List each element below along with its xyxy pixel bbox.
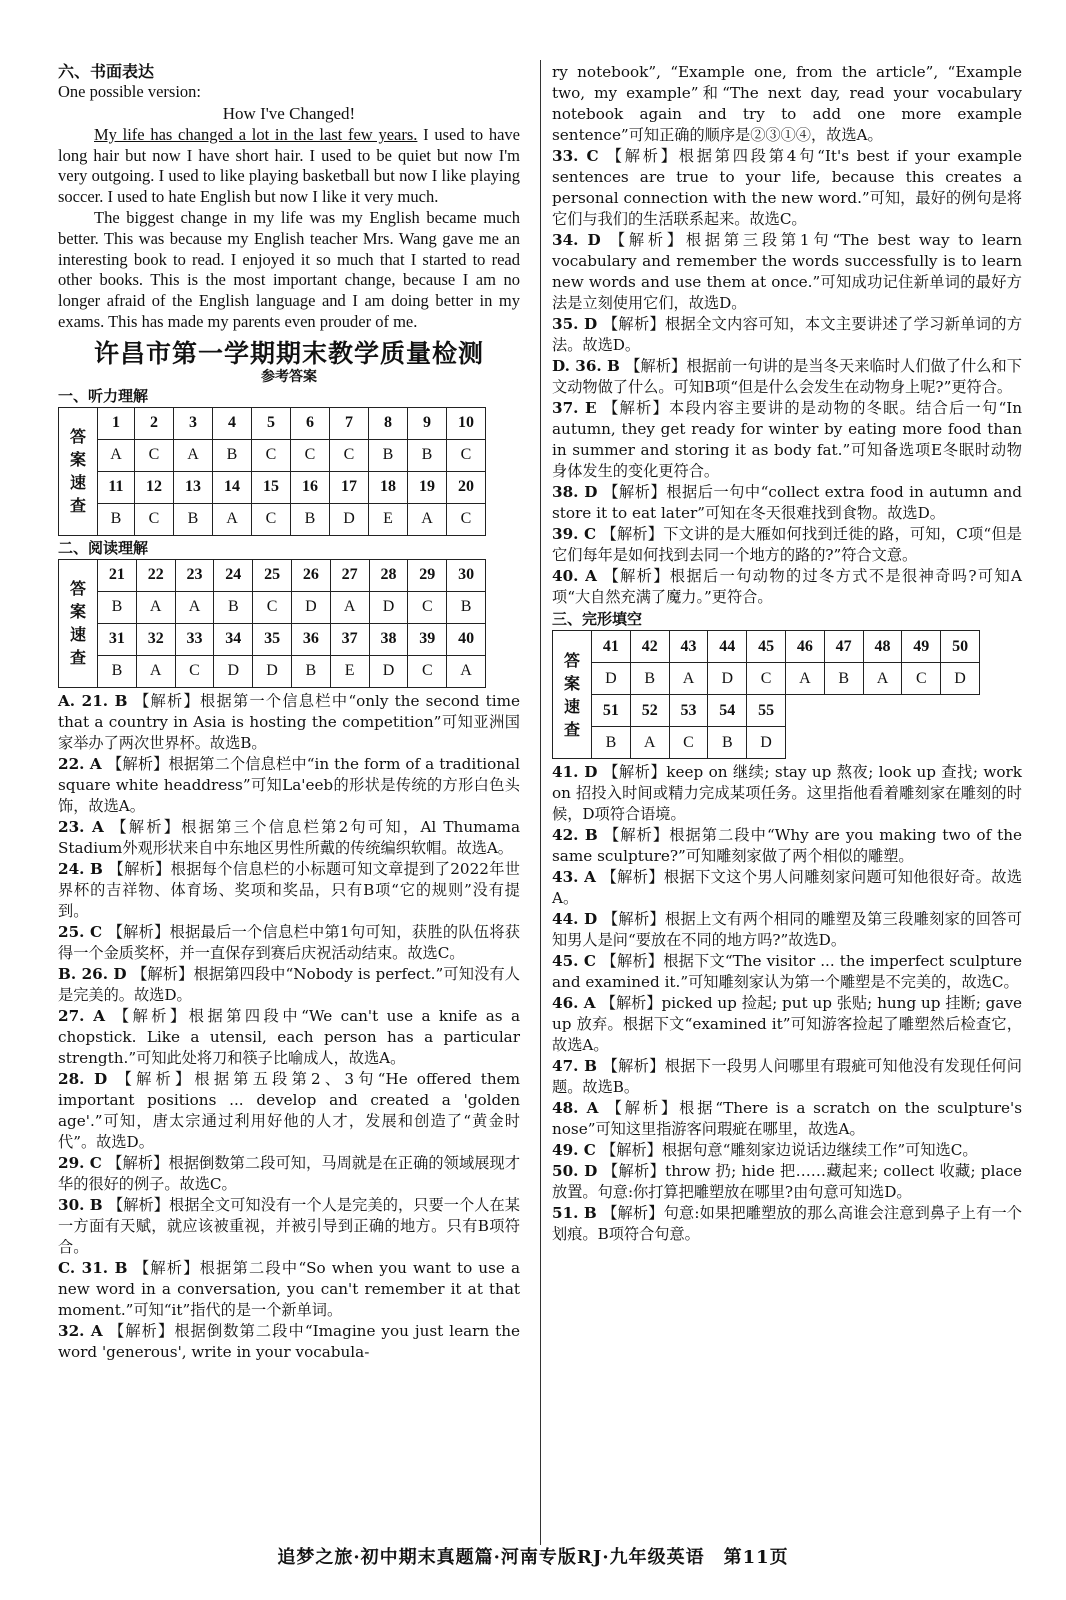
- answer-explanation: 【解析】根据上文有两个相同的雕塑及第三段雕刻家的回答可知男人是问“要放在不同的地方吗?”故选D。: [552, 910, 1023, 949]
- reading-ans-cell: D: [253, 655, 292, 687]
- cloze-ans-cell: B: [630, 663, 669, 695]
- answer-explanation: 【解析】根据“There is a scratch on the sculpture's nose”可知这里指游客问瑕疵在哪里，故选A。: [552, 1099, 1023, 1138]
- listening-num-cell: 5: [251, 407, 290, 439]
- answer-number: 41. D: [552, 763, 604, 781]
- reading-num-cell: 35: [253, 623, 292, 655]
- left-explanation-item: [58, 1069, 520, 1153]
- answer-number: 22. A: [58, 754, 108, 773]
- reading-row-nums2: [59, 623, 486, 655]
- listening-ans-cell: A: [212, 503, 251, 535]
- reading-num-cell: 36: [291, 623, 330, 655]
- listening-num-cell: 2: [134, 407, 173, 439]
- left-explanation-item: [58, 1195, 520, 1258]
- listening-ans-cell: C: [251, 439, 290, 471]
- answer-explanation: 【解析】根据下文这个男人问雕刻家问题可知他很好奇。故选A。: [552, 868, 1022, 907]
- reading-num-cell: 25: [253, 559, 292, 591]
- right-explanation-item: [552, 524, 1022, 566]
- answer-explanation: ry notebook”, “Example one, from the article”, “Example two, my example”和“The next day, read your vocabulary notebook again and try to add one more example sentence”可知正确的顺序是②③①④，故选A。: [552, 63, 1022, 144]
- cloze-num-cell: 41: [592, 631, 631, 663]
- listening-ans-cell: E: [368, 503, 407, 535]
- answer-explanation: 【解析】根据全文内容可知，本文主要讲述了学习新单词的方法。故选D。: [552, 315, 1023, 354]
- answer-explanation: 【解析】根据下一段男人问哪里有瑕疵可知他没有发现任何问题。故选B。: [552, 1057, 1022, 1096]
- listening-ans-cell: A: [98, 439, 135, 471]
- reading-row-nums1: [59, 559, 486, 591]
- exam-title: 许昌市第一学期期末教学质量检测: [93, 338, 484, 368]
- cloze-explanation-item: [552, 993, 1022, 1056]
- reading-ans-cell: E: [330, 655, 369, 687]
- answer-explanation: 【解析】根据第三段第1句“The best way to learn vocabulary and remember the words successfully is to learn new words and use them at once.”可知成功记住新单词的最好方法是立刻使用它们，故选D。: [552, 231, 1022, 312]
- left-explanation-item: [58, 964, 520, 1006]
- left-explanation-item: [58, 691, 520, 754]
- listening-num-cell: 9: [407, 407, 446, 439]
- cloze-ans-cell: [785, 727, 824, 759]
- cloze-explanation-item: [552, 1203, 1022, 1245]
- cloze-ans-cell: A: [863, 663, 902, 695]
- left-explanation-item: [58, 1153, 520, 1195]
- reading-ans-cell: C: [408, 655, 447, 687]
- cloze-num-cell: [824, 695, 863, 727]
- essay-title: How I've Changed!: [222, 103, 356, 123]
- cloze-ans-cell: [863, 727, 902, 759]
- reading-num-cell: 38: [369, 623, 408, 655]
- answer-number: 27. A: [58, 1006, 114, 1025]
- listening-num-cell: 16: [290, 471, 329, 503]
- reading-ans-cell: C: [253, 591, 292, 623]
- answer-explanation: 【解析】根据后一句中“collect extra food in autumn and store it to eat later”可知在冬天很难找到食物。故选D。: [552, 483, 1022, 522]
- reading-num-cell: 34: [214, 623, 253, 655]
- cloze-num-cell: 43: [669, 631, 708, 663]
- answer-number: 37. E: [552, 399, 604, 417]
- answer-explanation: 【解析】根据第二段中“Why are you making two of the same sculpture?”可知雕刻家做了两个相似的雕塑。: [552, 826, 1022, 865]
- answer-number: B. 26. D: [58, 964, 133, 983]
- reading-ans-cell: A: [136, 591, 175, 623]
- answer-explanation: 【解析】根据第五段第2、3句“He offered them important positions ... develop and created a 'golden age'.”可知，唐太宗通过利用好他的人才，发展和创造了“黄金时代”。故选D。: [58, 1069, 520, 1151]
- essay-paragraph-2: The biggest change in my life was my English became much better. This was because my English teacher Mrs. Wang gave me an interesting book to read. I enjoyed it so much that I started to read other books. This is the most important change, because I am no longer afraid of the English language and I am doing better in my exams. This has made my parents even prouder of me.: [58, 207, 520, 331]
- answer-explanation: 【解析】根据第二段中“So when you want to use a new word in a conversation, you can't remember it at that moment.”可知“it”指代的是一个新单词。: [58, 1258, 520, 1319]
- listening-ans-cell: B: [98, 503, 135, 535]
- answer-explanation: 【解析】根据下文“The visitor ... the imperfect sculpture and examined it.”可知雕刻家认为第一个雕塑是不完美的，故选C。: [552, 952, 1022, 991]
- reading-ans-cell: D: [369, 591, 408, 623]
- listening-num-cell: 17: [329, 471, 368, 503]
- listening-num-cell: 14: [212, 471, 251, 503]
- listening-row-ans1: [59, 439, 486, 471]
- listening-side-label: 答 案 速 查: [59, 407, 98, 535]
- listening-row-nums2: [59, 471, 486, 503]
- reading-ans-cell: D: [369, 655, 408, 687]
- reading-num-cell: 30: [447, 559, 486, 591]
- cloze-num-cell: 46: [785, 631, 824, 663]
- listening-num-cell: 3: [173, 407, 212, 439]
- cloze-ans-cell: C: [747, 663, 786, 695]
- answer-number: 49. C: [552, 1141, 602, 1159]
- listening-ans-cell: C: [446, 439, 485, 471]
- left-explanation-item: [58, 1258, 520, 1321]
- listening-ans-cell: C: [134, 503, 173, 535]
- cloze-ans-cell: [902, 727, 941, 759]
- answer-explanation: 【解析】根据每个信息栏的小标题可知文章提到了2022年世界杯的吉祥物、体育场、奖项和奖品，只有B项“它的规则”没有提到。: [58, 859, 520, 920]
- cloze-ans-cell: D: [941, 663, 980, 695]
- cloze-row-nums2: [553, 695, 980, 727]
- listening-answer-table: [58, 407, 486, 536]
- answer-explanation: 【解析】根据最后一个信息栏中第1句可知，获胜的队伍将获得一个金质奖杯，并一直保存到赛后庆祝活动结束。故选C。: [58, 922, 520, 962]
- cloze-ans-cell: B: [592, 727, 631, 759]
- cloze-row-nums1: [553, 631, 980, 663]
- right-explanation-item: [552, 482, 1022, 524]
- cloze-num-cell: 51: [592, 695, 631, 727]
- version-label: One possible version:: [58, 82, 201, 101]
- answer-number: D. 36. B: [552, 357, 626, 375]
- cloze-explanation-item: [552, 867, 1022, 909]
- listening-num-cell: 1: [98, 407, 135, 439]
- reading-row-ans1: [59, 591, 486, 623]
- answer-number: 25. C: [58, 922, 108, 941]
- answer-explanation: 【解析】根据第二个信息栏中“in the form of a traditional square white headdress”可知La'eeb的形状是传统的方形白色头饰，故选A。: [58, 754, 520, 815]
- listening-num-cell: 7: [329, 407, 368, 439]
- essay-paragraph-1-rest: I used to have long hair but now I have short hair. I used to be quiet but now I'm very outgoing. I used to like playing basketball but now I like playing soccer. I used to hate English but now I like it very much.: [58, 124, 520, 207]
- reading-row-ans2: [59, 655, 486, 687]
- answer-explanation: 【解析】根据第四段中“Nobody is perfect.”可知没有人是完美的。故选D。: [58, 964, 520, 1004]
- cloze-ans-cell: A: [669, 663, 708, 695]
- listening-ans-cell: C: [329, 439, 368, 471]
- answer-explanation: 【解析】根据倒数第二段可知，马周就是在正确的领域展现才华的很好的例子。故选C。: [58, 1153, 520, 1193]
- listening-ans-cell: B: [407, 439, 446, 471]
- listening-ans-cell: C: [290, 439, 329, 471]
- cloze-num-cell: [863, 695, 902, 727]
- answer-explanation: 【解析】keep on 继续; stay up 熬夜; look up 查找; work on 招投入时间或精力完成某项任务。这里指他看着雕刻家在雕刻的时候，D项符合语境。: [552, 763, 1022, 823]
- listening-ans-cell: A: [407, 503, 446, 535]
- cloze-ans-cell: D: [747, 727, 786, 759]
- listening-num-cell: 6: [290, 407, 329, 439]
- reading-ans-cell: D: [214, 655, 253, 687]
- left-explanation-item: [58, 859, 520, 922]
- answer-number: 47. B: [552, 1057, 603, 1075]
- cloze-explanation-item: [552, 951, 1022, 993]
- listening-num-cell: 8: [368, 407, 407, 439]
- answer-number: 35. D: [552, 315, 603, 333]
- answer-explanation: 【解析】picked up 捡起; put up 张贴; hung up 挂断; gave up 放弃。根据下文“examined it”可知游客捡起了雕塑然后检查它，故选A。: [552, 994, 1023, 1054]
- reading-num-cell: 37: [330, 623, 369, 655]
- answer-number: 50. D: [552, 1162, 603, 1180]
- reading-num-cell: 22: [136, 559, 175, 591]
- right-explanation-item: [552, 398, 1022, 482]
- listening-num-cell: 4: [212, 407, 251, 439]
- reading-ans-cell: A: [175, 591, 214, 623]
- cloze-section-heading: 三、完形填空: [552, 610, 643, 628]
- writing-section-heading: 六、书面表达: [58, 62, 155, 81]
- listening-section-heading: 一、听力理解: [58, 386, 149, 405]
- reading-ans-cell: C: [408, 591, 447, 623]
- reading-num-cell: 33: [175, 623, 214, 655]
- reading-ans-cell: B: [291, 655, 330, 687]
- answer-explanation: 【解析】根据第四段中“We can't use a knife as a chopstick. Like a utensil, each person has a particular strength.”可知此处将刀和筷子比喻成人，故选A。: [58, 1006, 520, 1067]
- answer-explanation: 【解析】句意:如果把雕塑放的那么高谁会注意到鼻子上有一个划痕。B项符合句意。: [552, 1204, 1022, 1243]
- right-column: [552, 62, 1022, 1245]
- answer-explanation: 【解析】根据第四段第4句“It's best if your example sentences are true to your life, because this creates a personal connection with the new word.”可知，最好的例句是将它们与我们的生活联系起来。故选C。: [552, 147, 1022, 228]
- cloze-ans-cell: A: [630, 727, 669, 759]
- cloze-ans-cell: A: [785, 663, 824, 695]
- answer-number: C. 31. B: [58, 1258, 134, 1277]
- reading-num-cell: 26: [291, 559, 330, 591]
- cloze-ans-cell: D: [592, 663, 631, 695]
- answer-number: 30. B: [58, 1195, 108, 1214]
- answer-explanation: 【解析】根据全文可知没有一个人是完美的，只要一个人在某一方面有天赋，就应该被重视，并被引导到正确的地方。只有B项符合。: [58, 1195, 520, 1256]
- answer-number: 38. D: [552, 483, 604, 501]
- reading-num-cell: 21: [98, 559, 137, 591]
- listening-num-cell: 13: [173, 471, 212, 503]
- reading-ans-cell: A: [136, 655, 175, 687]
- answer-number: 28. D: [58, 1069, 117, 1088]
- answer-number: 45. C: [552, 952, 602, 970]
- reading-ans-cell: B: [214, 591, 253, 623]
- cloze-num-cell: [902, 695, 941, 727]
- cloze-explanation-item: [552, 1161, 1022, 1203]
- listening-ans-cell: B: [173, 503, 212, 535]
- listening-ans-cell: A: [173, 439, 212, 471]
- cloze-ans-cell: B: [824, 663, 863, 695]
- reading-num-cell: 40: [447, 623, 486, 655]
- cloze-num-cell: 45: [747, 631, 786, 663]
- listening-num-cell: 18: [368, 471, 407, 503]
- left-explanation-item: [58, 817, 520, 859]
- answer-explanation: 【解析】根据后一句动物的过冬方式不是很神奇吗?可知A项“大自然充满了魔力。”更符合。: [552, 567, 1022, 606]
- cloze-num-cell: 48: [863, 631, 902, 663]
- listening-ans-cell: C: [134, 439, 173, 471]
- cloze-answer-table: [552, 630, 980, 759]
- left-explanation-item: [58, 1321, 520, 1363]
- answer-number: 51. B: [552, 1204, 603, 1222]
- cloze-ans-cell: D: [708, 663, 747, 695]
- reading-ans-cell: A: [330, 591, 369, 623]
- right-explanation-item: [552, 62, 1022, 146]
- cloze-ans-cell: C: [902, 663, 941, 695]
- answer-number: 42. B: [552, 826, 605, 844]
- listening-num-cell: 10: [446, 407, 485, 439]
- reading-side-label: 答 案 速 查: [59, 559, 98, 687]
- listening-row-nums1: [59, 407, 486, 439]
- cloze-explanation-item: [552, 762, 1022, 825]
- right-explanation-item: [552, 566, 1022, 608]
- answer-explanation: 【解析】throw 扔; hide 把……藏起来; collect 收藏; place 放置。句意:你打算把雕塑放在哪里?由句意可知选D。: [552, 1162, 1022, 1201]
- left-explanation-item: [58, 754, 520, 817]
- answer-number: 29. C: [58, 1153, 108, 1172]
- exam-subtitle: 参考答案: [261, 368, 317, 385]
- answer-number: 24. B: [58, 859, 109, 878]
- reading-num-cell: 39: [408, 623, 447, 655]
- reading-num-cell: 31: [98, 623, 137, 655]
- essay-paragraph-1: [58, 125, 520, 208]
- reading-ans-cell: B: [98, 591, 137, 623]
- cloze-ans-cell: [941, 727, 980, 759]
- answer-number: A. 21. B: [58, 691, 135, 710]
- cloze-num-cell: 42: [630, 631, 669, 663]
- listening-num-cell: 20: [446, 471, 485, 503]
- reading-ans-cell: A: [447, 655, 486, 687]
- listening-num-cell: 11: [98, 471, 135, 503]
- answer-number: 39. C: [552, 525, 602, 543]
- reading-num-cell: 23: [175, 559, 214, 591]
- left-column: [58, 62, 520, 1363]
- cloze-row-ans2: [553, 727, 980, 759]
- listening-ans-cell: B: [212, 439, 251, 471]
- cloze-num-cell: 47: [824, 631, 863, 663]
- cloze-side-label: 答 案 速 查: [553, 631, 592, 759]
- reading-num-cell: 32: [136, 623, 175, 655]
- cloze-num-cell: 55: [747, 695, 786, 727]
- right-explanation-item: [552, 314, 1022, 356]
- cloze-num-cell: 44: [708, 631, 747, 663]
- reading-num-cell: 27: [330, 559, 369, 591]
- listening-ans-cell: D: [329, 503, 368, 535]
- page-footer: 追梦之旅·初中期末真题篇·河南专版RJ·九年级英语 第11页: [277, 1547, 789, 1568]
- left-explanation-item: [58, 1006, 520, 1069]
- listening-num-cell: 19: [407, 471, 446, 503]
- right-explanation-item: [552, 356, 1022, 398]
- right-explanations-2: [552, 762, 1022, 1245]
- answer-number: 33. C: [552, 147, 607, 165]
- answer-explanation: 【解析】根据第一个信息栏中“only the second time that a country in Asia is hosting the competition”可知亚洲国家举办了两次世界杯。故选B。: [58, 691, 520, 752]
- reading-num-cell: 24: [214, 559, 253, 591]
- answer-number: 34. D: [552, 231, 610, 249]
- cloze-explanation-item: [552, 909, 1022, 951]
- cloze-num-cell: 49: [902, 631, 941, 663]
- answer-explanation: 【解析】下文讲的是大雁如何找到迁徙的路，可知，C项“但是它们每年是如何找到去同一个地方的路的?”符合文意。: [552, 525, 1022, 564]
- cloze-explanation-item: [552, 1056, 1022, 1098]
- reading-ans-cell: B: [447, 591, 486, 623]
- cloze-explanation-item: [552, 825, 1022, 867]
- listening-ans-cell: B: [290, 503, 329, 535]
- left-explanations: [58, 691, 520, 1363]
- cloze-ans-cell: [824, 727, 863, 759]
- cloze-num-cell: [785, 695, 824, 727]
- listening-num-cell: 12: [134, 471, 173, 503]
- answer-explanation: 【解析】根据倒数第二段中“Imagine you just learn the word 'generous', write in your vocabula-: [58, 1321, 520, 1361]
- column-divider: [540, 60, 541, 1545]
- listening-num-cell: 15: [251, 471, 290, 503]
- cloze-num-cell: 50: [941, 631, 980, 663]
- cloze-num-cell: [941, 695, 980, 727]
- reading-ans-cell: D: [291, 591, 330, 623]
- reading-ans-cell: C: [175, 655, 214, 687]
- answer-number: 32. A: [58, 1321, 110, 1340]
- listening-ans-cell: C: [446, 503, 485, 535]
- cloze-num-cell: 53: [669, 695, 708, 727]
- cloze-num-cell: 54: [708, 695, 747, 727]
- cloze-ans-cell: C: [669, 727, 708, 759]
- essay-topic-sentence: My life has changed a lot in the last few years.: [94, 124, 418, 144]
- right-explanations: [552, 62, 1022, 608]
- right-explanation-item: [552, 230, 1022, 314]
- reading-num-cell: 29: [408, 559, 447, 591]
- reading-num-cell: 28: [369, 559, 408, 591]
- answer-number: 46. A: [552, 994, 601, 1012]
- cloze-ans-cell: B: [708, 727, 747, 759]
- reading-answer-table: [58, 559, 486, 688]
- answer-explanation: 【解析】根据第三个信息栏第2句可知，Al Thumama Stadium外观形状来自中东地区男性所戴的传统编织软帽。故选A。: [58, 817, 521, 857]
- cloze-explanation-item: [552, 1098, 1022, 1140]
- answer-number: 48. A: [552, 1099, 607, 1117]
- listening-ans-cell: B: [368, 439, 407, 471]
- answer-explanation: 【解析】根据句意“雕刻家边说话边继续工作”可知选C。: [601, 1141, 978, 1159]
- answer-explanation: 【解析】根据前一句讲的是当冬天来临时人们做了什么和下文动物做了什么。可知B项“但是什么会发生在动物身上呢?”更符合。: [552, 357, 1022, 396]
- reading-section-heading: 二、阅读理解: [58, 538, 149, 557]
- listening-row-ans2: [59, 503, 486, 535]
- cloze-row-ans1: [553, 663, 980, 695]
- answer-number: 44. D: [552, 910, 603, 928]
- reading-ans-cell: B: [98, 655, 137, 687]
- cloze-num-cell: 52: [630, 695, 669, 727]
- left-explanation-item: [58, 922, 520, 964]
- answer-number: 23. A: [58, 817, 112, 836]
- cloze-explanation-item: [552, 1140, 1022, 1161]
- answer-explanation: 【解析】本段内容主要讲的是动物的冬眠。结合后一句“In autumn, they get ready for winter by eating more food than in summer and storing it as body fat.”可知备选项E冬眠时动物身体发生的变化更符合。: [552, 399, 1022, 480]
- answer-number: 40. A: [552, 567, 604, 585]
- right-explanation-item: [552, 146, 1022, 230]
- listening-ans-cell: C: [251, 503, 290, 535]
- answer-number: 43. A: [552, 868, 602, 886]
